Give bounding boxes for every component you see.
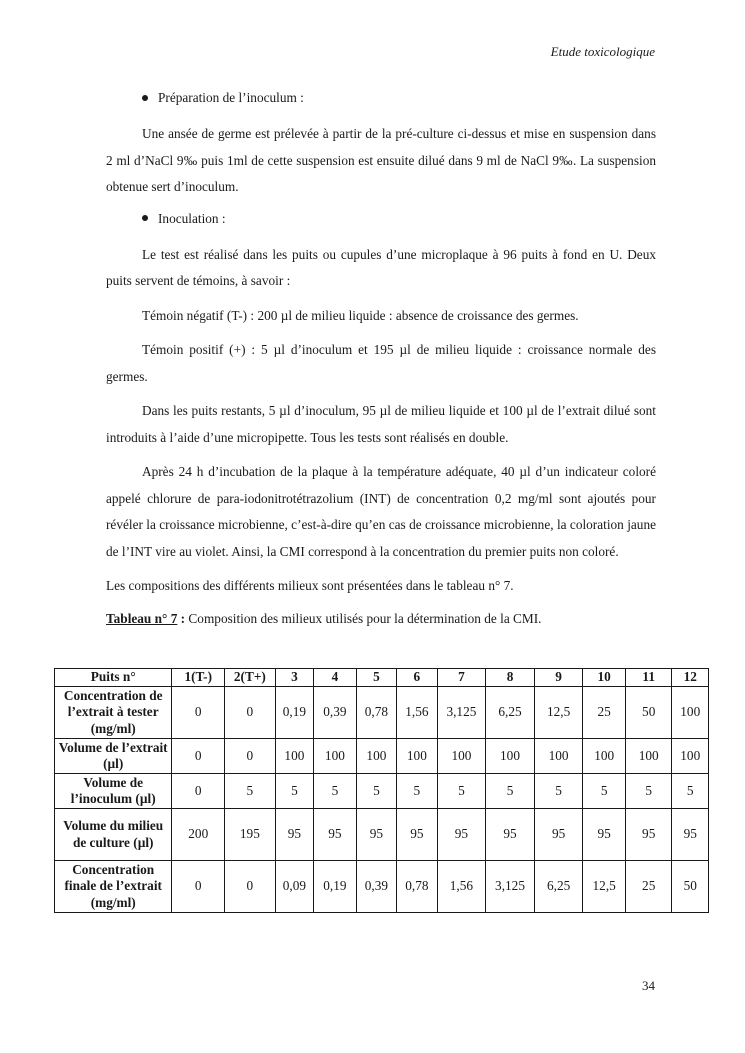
bullet-inoculation <box>106 209 656 229</box>
table-cell: 95 <box>534 809 583 861</box>
row-label: Concentration finale de l’extrait (mg/ml) <box>55 861 172 913</box>
table-cell: 6,25 <box>486 687 535 739</box>
header-cell: 11 <box>625 669 672 687</box>
table-cell: 5 <box>486 774 535 809</box>
bullet-icon <box>142 215 148 221</box>
table-cell: 5 <box>437 774 486 809</box>
table-cell: 12,5 <box>583 861 626 913</box>
paragraph-remaining-wells: Dans les puits restants, 5 µl d’inoculum, 95 µl de milieu liquide et 100 µl de l’extrait dilué sont introduits à l’aide d’une micropipette. Tous les tests sont réalisés en double. <box>106 403 656 445</box>
table-cell: 5 <box>314 774 357 809</box>
table-cell: 95 <box>356 809 396 861</box>
table-cell: 0,19 <box>314 861 357 913</box>
table-caption-colon: : <box>177 611 186 626</box>
table-caption <box>106 607 656 631</box>
table-cell: 0,39 <box>314 687 357 739</box>
table-cell: 100 <box>437 739 486 774</box>
row-label: Volume du milieu de culture (µl) <box>55 809 172 861</box>
table-cell: 0 <box>172 861 225 913</box>
table-cell: 6,25 <box>534 861 583 913</box>
table-cell: 0,09 <box>275 861 313 913</box>
table-row <box>55 774 709 809</box>
bullet-inoculum-prep <box>106 88 656 108</box>
table-cell: 100 <box>314 739 357 774</box>
paragraph-compositions: Les compositions des différents milieux sont présentées dans le tableau n° 7. <box>106 578 514 593</box>
table-cell: 195 <box>225 809 276 861</box>
header-cell: 9 <box>534 669 583 687</box>
header-cell: 1(T-) <box>172 669 225 687</box>
table-cell: 0,39 <box>356 861 396 913</box>
paragraph-negative-control: Témoin négatif (T-) : 200 µl de milieu liquide : absence de croissance des germes. <box>142 307 579 323</box>
table-cell: 3,125 <box>486 861 535 913</box>
table-caption-label: Tableau n° 7 <box>106 611 178 626</box>
paragraph-positive-control: Témoin positif (+) : 5 µl d’inoculum et 195 µl de milieu liquide : croissance normale des germes. <box>106 342 656 384</box>
header-cell: 3 <box>275 669 313 687</box>
table-cell: 95 <box>437 809 486 861</box>
bullet-icon <box>142 95 148 101</box>
table-cell: 95 <box>397 809 437 861</box>
header-cell: 6 <box>397 669 437 687</box>
table-cell: 1,56 <box>437 861 486 913</box>
table-cell: 95 <box>314 809 357 861</box>
table-cell: 95 <box>275 809 313 861</box>
table-cell: 5 <box>225 774 276 809</box>
table-cell: 100 <box>356 739 396 774</box>
table-row <box>55 739 709 774</box>
table-cell: 25 <box>583 687 626 739</box>
table-cell: 0,19 <box>275 687 313 739</box>
table-cell: 0,78 <box>356 687 396 739</box>
table-cell: 0 <box>225 687 276 739</box>
paragraph-incubation: Après 24 h d’incubation de la plaque à la température adéquate, 40 µl d’un indicateur coloré appelé chlorure de para-iodonitrotétrazolium (INT) de concentration 0,2 mg/ml sont ajoutés pour révéler la croissance microbienne, c’est-à-dire qu’en cas de croissance microbienne, la coloration jaune de l’INT vire au violet. Ainsi, la CMI correspond à la concentration du premier puits non coloré. <box>106 464 656 559</box>
table-cell: 5 <box>625 774 672 809</box>
row-label: Volume de l’extrait (µl) <box>55 739 172 774</box>
table-header-row <box>55 669 709 687</box>
table-row <box>55 687 709 739</box>
table-cell: 100 <box>625 739 672 774</box>
table-cell: 12,5 <box>534 687 583 739</box>
table-cell: 25 <box>625 861 672 913</box>
table-cell: 5 <box>583 774 626 809</box>
table-cell: 100 <box>397 739 437 774</box>
row-label: Volume de l’inoculum (µl) <box>55 774 172 809</box>
table-cell: 5 <box>275 774 313 809</box>
table-cell: 50 <box>672 861 709 913</box>
table-cell: 100 <box>672 739 709 774</box>
table-cell: 5 <box>356 774 396 809</box>
body-text <box>106 88 656 631</box>
header-cell: 2(T+) <box>225 669 276 687</box>
table-cell: 95 <box>583 809 626 861</box>
table-row <box>55 809 709 861</box>
header-cell: 5 <box>356 669 396 687</box>
table-cell: 95 <box>672 809 709 861</box>
table-cell: 100 <box>583 739 626 774</box>
table-cell: 5 <box>534 774 583 809</box>
paragraph-inoculum: Une ansée de germe est prélevée à partir de la pré-culture ci-dessus et mise en suspension dans 2 ml d’NaCl 9‰ puis 1ml de cette suspension est ensuite dilué dans 9 ml de NaCl 9‰. La suspension obtenue sert d’inoculum. <box>106 126 656 194</box>
table-cell: 95 <box>486 809 535 861</box>
table-cell: 100 <box>486 739 535 774</box>
row-label: Concentration de l’extrait à tester (mg/ml) <box>55 687 172 739</box>
table-caption-text: Composition des milieux utilisés pour la détermination de la CMI. <box>185 611 542 626</box>
table-cell: 50 <box>625 687 672 739</box>
table-row <box>55 861 709 913</box>
table-cell: 200 <box>172 809 225 861</box>
table-cell: 0 <box>225 861 276 913</box>
table-cell: 0 <box>172 687 225 739</box>
table-cell: 0 <box>172 739 225 774</box>
table-cell: 1,56 <box>397 687 437 739</box>
table-cell: 3,125 <box>437 687 486 739</box>
header-cell: 8 <box>486 669 535 687</box>
table-cell: 100 <box>534 739 583 774</box>
table-cell: 0 <box>225 739 276 774</box>
table-cell: 5 <box>672 774 709 809</box>
header-cell: Puits n° <box>55 669 172 687</box>
table-cell: 100 <box>672 687 709 739</box>
header-cell: 7 <box>437 669 486 687</box>
page-number: 34 <box>642 978 655 993</box>
header-cell: 12 <box>672 669 709 687</box>
table-cell: 0 <box>172 774 225 809</box>
table-cell: 5 <box>397 774 437 809</box>
table-cell: 100 <box>275 739 313 774</box>
header-cell: 10 <box>583 669 626 687</box>
composition-table <box>54 668 709 913</box>
table-cell: 95 <box>625 809 672 861</box>
running-header: Etude toxicologique <box>550 44 655 59</box>
table-cell: 0,78 <box>397 861 437 913</box>
header-cell: 4 <box>314 669 357 687</box>
paragraph-test: Le test est réalisé dans les puits ou cupules d’une microplaque à 96 puits à fond en U. Deux puits servent de témoins, à savoir : <box>106 246 656 288</box>
bullet-label: Inoculation : <box>158 210 226 226</box>
bullet-label: Préparation de l’inoculum : <box>158 90 304 105</box>
